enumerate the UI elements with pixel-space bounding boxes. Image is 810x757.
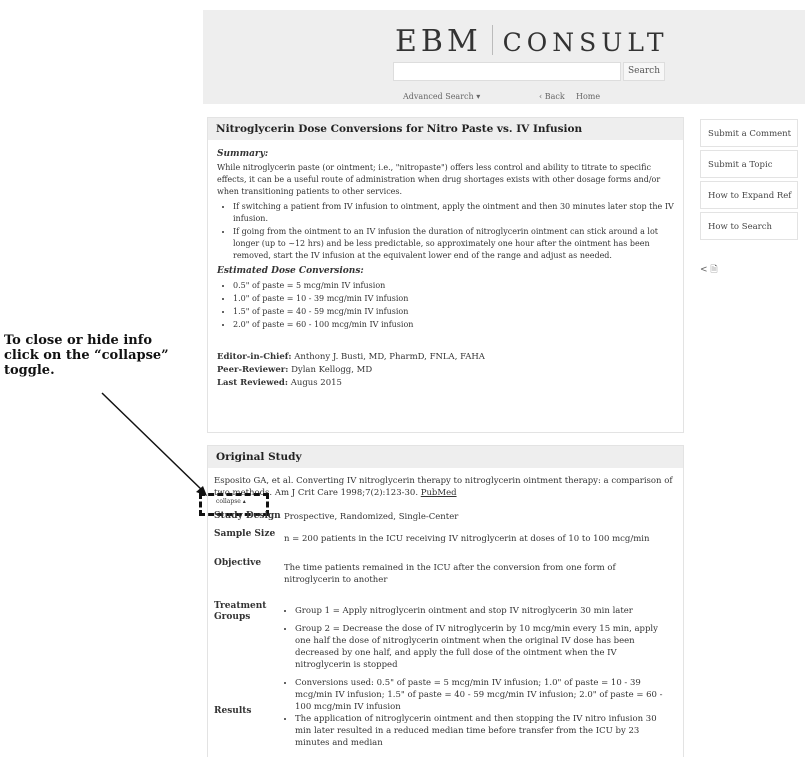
- expand-ref-button[interactable]: How to Expand Ref: [700, 181, 798, 209]
- logo-consult: CONSULT: [502, 28, 669, 57]
- treatment-item: • Group 2 = Decrease the dose of IV nitroglycerin by 10 mcg/min every 15 min, apply one half the dose of nitroglycerin ointment when the original IV dose has been decreased by one half, and apply the full dose of the ointment when the IV nitroglycerin is stopped: [295, 623, 674, 671]
- sample-label: Sample Size: [214, 529, 276, 539]
- study-title: Original Study: [208, 446, 683, 468]
- summary-heading: Summary:: [217, 149, 269, 159]
- collapse-annotation: To close or hide info click on the “collapse” toggle.: [4, 333, 169, 378]
- treatment-item: • Group 1 = Apply nitroglycerin ointment and stop IV nitroglycerin 30 min later: [295, 605, 674, 617]
- summary-bullet: • If going from the ointment to an IV infusion the duration of nitroglycerin ointment can stick around a lot longer (up to ~12 hrs) and be less predictable, so approximately one hour after the ointment has been removed, start the IV infusion at the equivalent lower end of the range and adjust as needed.: [233, 226, 674, 262]
- treatment-item: • Conversions used: 0.5" of paste = 5 mcg/min IV infusion; 1.0" of paste = 10 - 39 mcg/min IV infusion; 1.5" of paste = 40 - 59 mcg/min IV infusion; 2.0" of paste = 60 - 100 mcg/min IV infusion: [295, 677, 674, 713]
- reviewer-label: Peer-Reviewer:: [217, 365, 289, 375]
- summary-bullet: • If switching a patient from IV infusion to ointment, apply the ointment and then 30 minutes later stop the IV infusion.: [233, 201, 674, 225]
- reviewer-name: Dylan Kellogg, MD: [291, 365, 373, 375]
- conversion-item: • 1.0" of paste = 10 - 39 mcg/min IV infusion: [233, 293, 674, 305]
- objective-value: The time patients remained in the ICU after the conversion from one form of nitroglycerin to another: [284, 563, 616, 585]
- design-label: Study Design: [214, 511, 281, 521]
- logo-ebm: EBM: [395, 24, 482, 59]
- summary-text: While nitroglycerin paste (or ointment; i.e., "nitropaste") offers less control and ability to titrate to specific effects, it can be a useful route of administration when drug shortages exists with other dosage forms and/or when transitioning patients to other services.: [217, 163, 661, 196]
- sample-value: n = 200 patients in the ICU receiving IV nitroglycerin at doses of 10 to 100 mcg/min: [284, 534, 650, 544]
- conversion-item: • 1.5" of paste = 40 - 59 mcg/min IV infusion: [233, 306, 674, 318]
- back-link[interactable]: ‹ Back: [539, 92, 565, 101]
- editor-label: Editor-in-Chief:: [217, 352, 292, 362]
- objective-label: Objective: [214, 558, 262, 568]
- article-title: Nitroglycerin Dose Conversions for Nitro Paste vs. IV Infusion: [208, 118, 683, 140]
- submit-topic-button[interactable]: Submit a Topic: [700, 150, 798, 178]
- study-citation: [214, 475, 674, 499]
- collapse-toggle[interactable]: collapse ▴: [216, 498, 246, 505]
- conversion-item: • 0.5" of paste = 5 mcg/min IV infusion: [233, 280, 674, 292]
- search-button[interactable]: Search: [623, 62, 665, 81]
- pubmed-link[interactable]: PubMed: [420, 488, 457, 498]
- home-link[interactable]: Home: [576, 92, 601, 101]
- design-value: Prospective, Randomized, Single-Center: [284, 512, 459, 522]
- editor-name: Anthony J. Busti, MD, PharmD, FNLA, FAHA: [294, 352, 485, 362]
- treatment-value: [284, 604, 674, 714]
- reviewed-label: Last Reviewed:: [217, 378, 289, 388]
- treatment-label: Treatment Groups: [214, 601, 267, 622]
- results-label: Results: [214, 706, 252, 716]
- results-item: • The application of nitroglycerin ointment and then stopping the IV nitro infusion 30 min later resulted in a reduced median time before transfer from the ICU by 23 minutes and median: [295, 713, 674, 749]
- reviewed-date: Augus 2015: [290, 378, 342, 388]
- conversion-item: • 2.0" of paste = 60 - 100 mcg/min IV infusion: [233, 319, 674, 331]
- conversions-heading: Estimated Dose Conversions:: [217, 266, 364, 276]
- results-value: [284, 712, 674, 750]
- share-icon[interactable]: < 🗎: [700, 265, 718, 275]
- submit-comment-button[interactable]: Submit a Comment: [700, 119, 798, 147]
- advanced-search-link[interactable]: Advanced Search ▾: [403, 92, 481, 101]
- how-to-search-button[interactable]: How to Search: [700, 212, 798, 240]
- citation-text: Esposito GA, et al. Converting IV nitroglycerin therapy to nitroglycerin ointment therapy: a comparison of two methods. Am J Crit Care 1998;7(2):123-30.: [214, 476, 673, 498]
